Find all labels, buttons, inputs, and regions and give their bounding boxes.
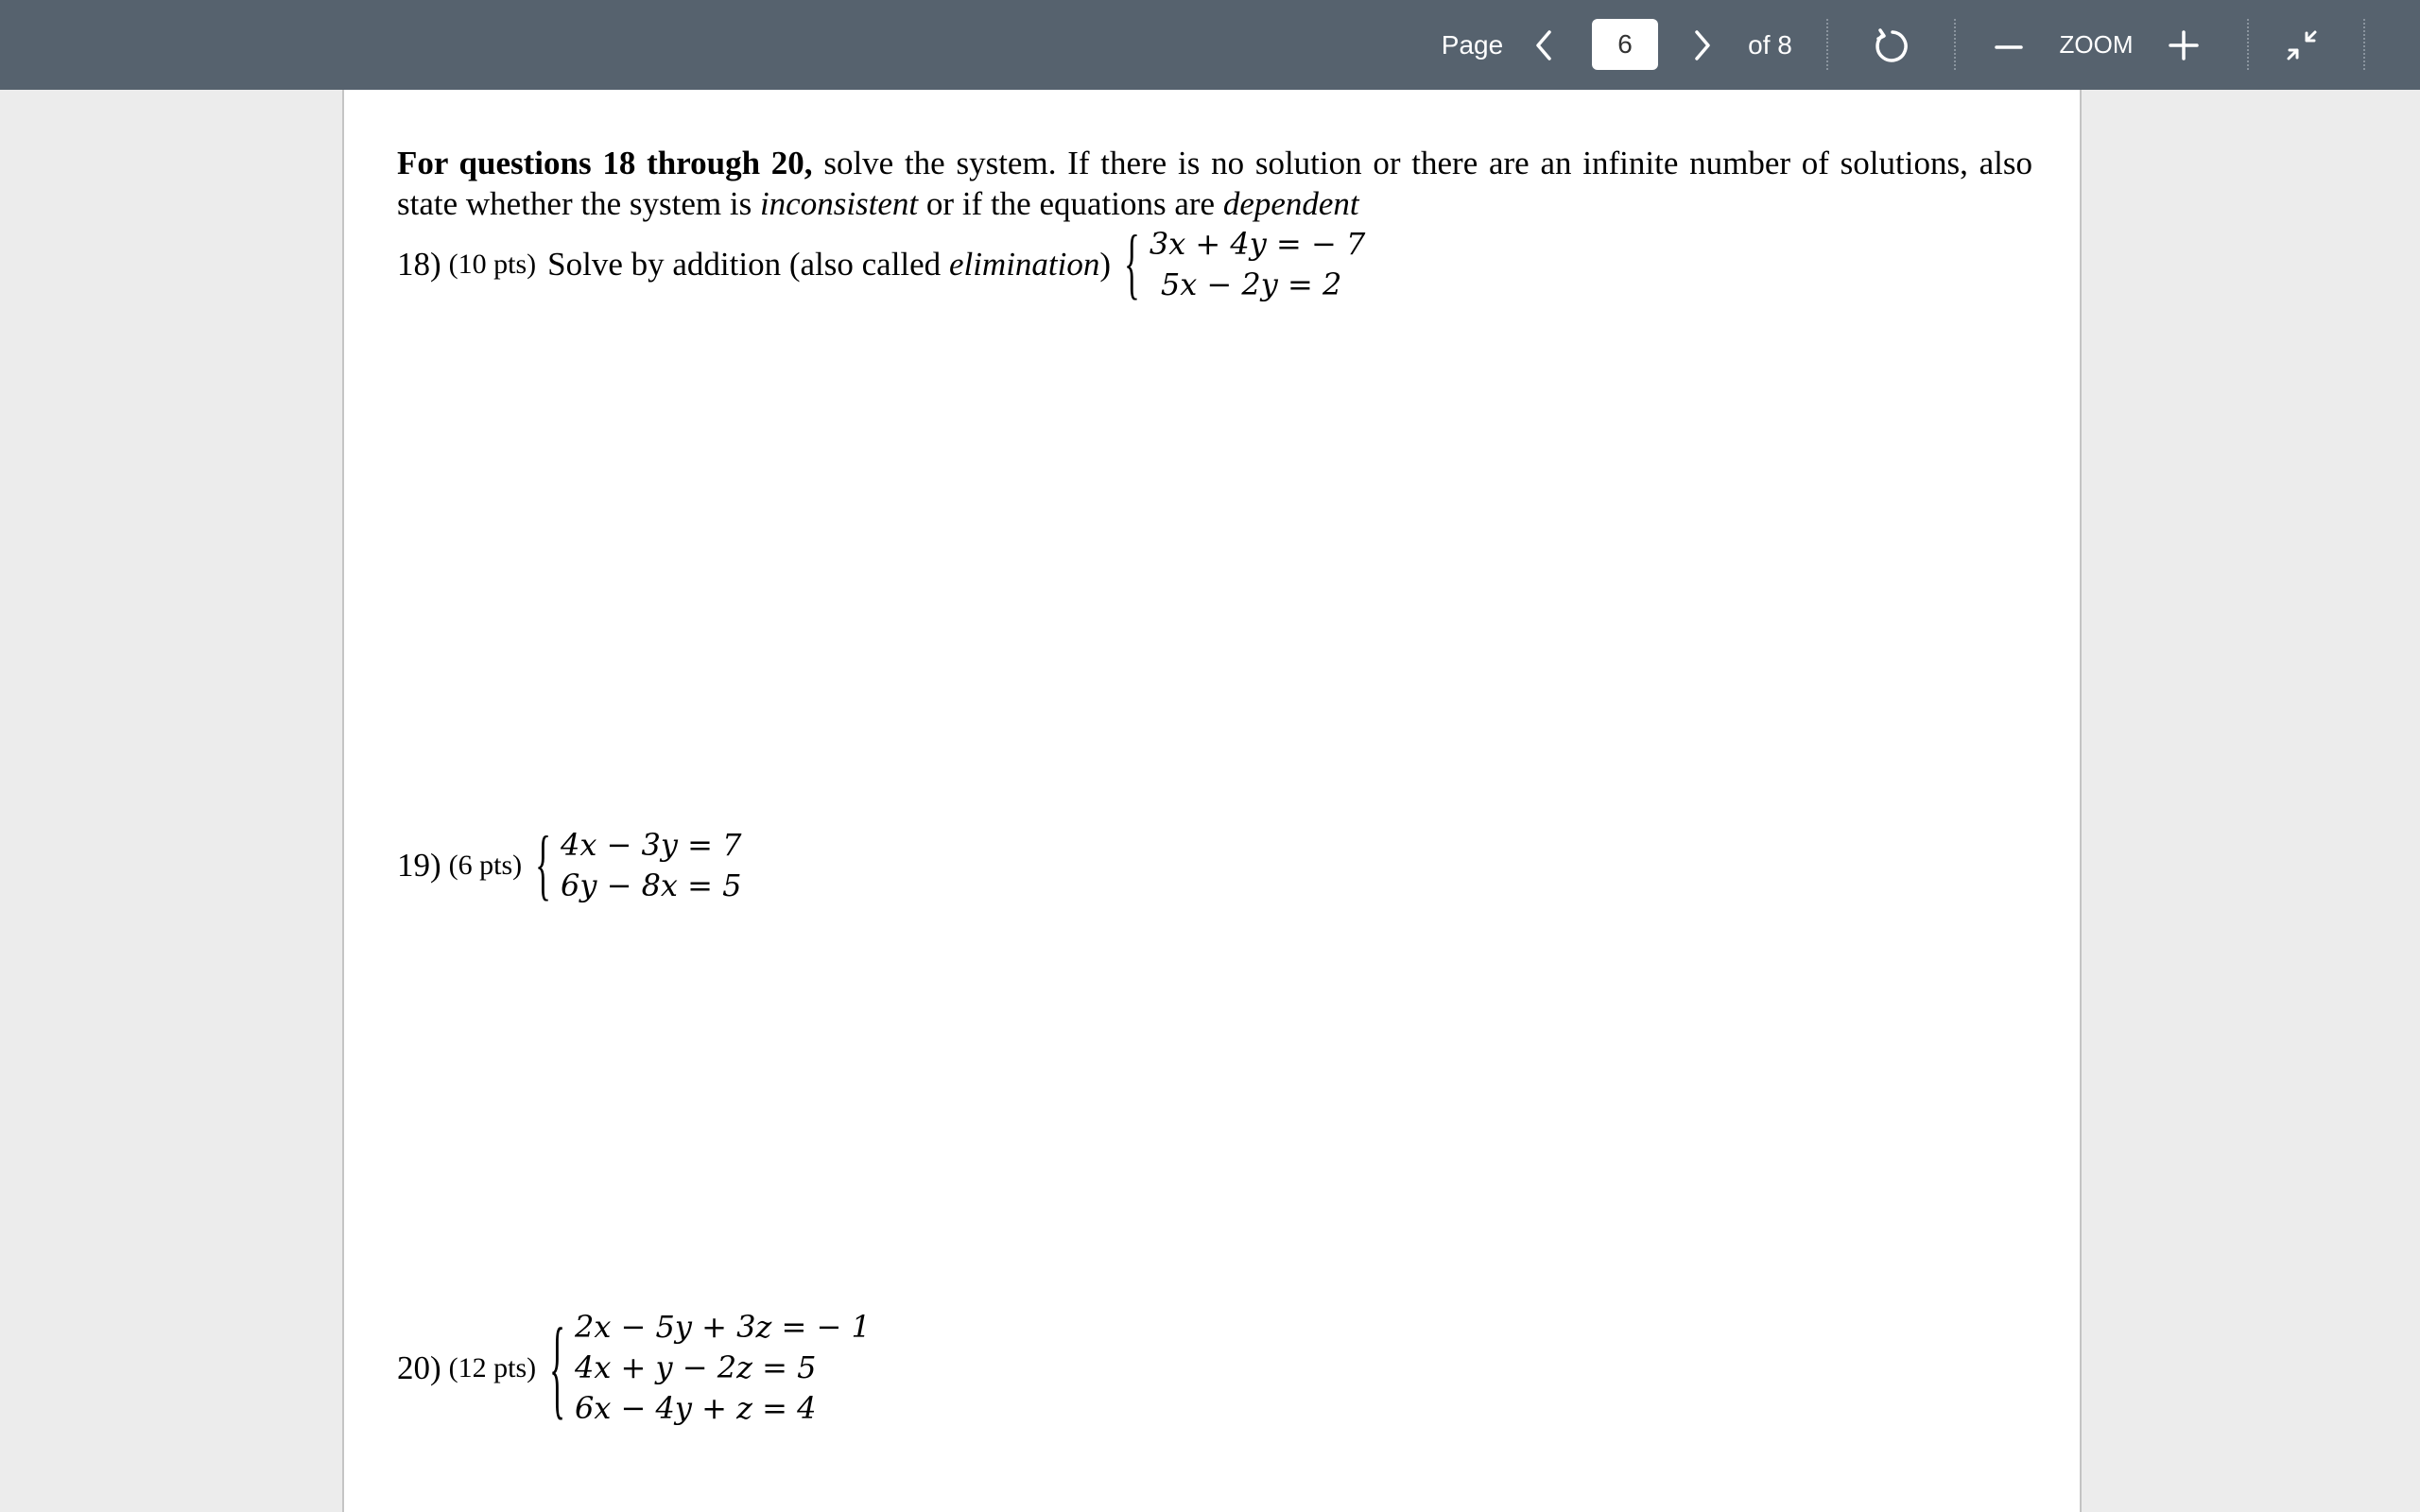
rotate-icon [1872, 26, 1910, 64]
equation-system [1124, 219, 1366, 308]
question-points: (6 pts) [448, 850, 523, 881]
question-20 [397, 1303, 871, 1430]
pdf-toolbar [0, 0, 2420, 90]
toolbar-divider [2363, 19, 2365, 70]
chevron-right-icon [1691, 28, 1714, 62]
question-18 [397, 219, 1366, 308]
equation: 3x + 4y = − 7 [1149, 226, 1366, 262]
collapse-icon [2285, 28, 2319, 62]
toolbar-divider [1826, 19, 1828, 70]
left-brace: { [549, 1303, 565, 1430]
question-number: 20) [397, 1349, 441, 1386]
zoom-label: ZOOM [2059, 30, 2134, 59]
instructions-italic-dependent: dependent [1222, 185, 1359, 222]
minus-icon [1995, 31, 2023, 60]
plus-icon [2169, 30, 2199, 60]
section-instructions [397, 143, 2032, 224]
collapse-view-button[interactable] [2278, 0, 2325, 90]
equation-system [535, 820, 742, 909]
question-number: 19) [397, 847, 441, 884]
equation: 2x − 5y + 3z = − 1 [574, 1309, 871, 1345]
question-text-suffix: ) [1099, 246, 1112, 283]
question-19 [397, 820, 742, 909]
instructions-text: solve the system. If there is no solution or there are an infinite number of solutions, also state whether the system is [397, 145, 2032, 222]
page-label: Page [1441, 29, 1504, 60]
zoom-in-button[interactable] [2160, 0, 2207, 90]
equation: 5x − 2y = 2 [1160, 266, 1342, 302]
question-text-italic: elimination [948, 246, 1100, 283]
page-count-label: of 8 [1748, 29, 1792, 60]
equation-system [549, 1303, 871, 1430]
left-brace: { [535, 820, 551, 909]
left-brace: { [1124, 219, 1140, 308]
instructions-bold: For questions 18 through 20, [397, 145, 813, 181]
reset-view-button[interactable] [1862, 0, 1919, 90]
equation: 4x − 3y = 7 [560, 827, 742, 863]
instructions-text: or if the equations are [918, 185, 1223, 222]
question-number: 18) [397, 246, 441, 283]
equation: 6x − 4y + z = 4 [574, 1390, 817, 1426]
equation: 6y − 8x = 5 [560, 868, 742, 903]
previous-page-button[interactable] [1522, 0, 1565, 90]
question-points: (12 pts) [448, 1351, 537, 1383]
question-text [547, 246, 1111, 284]
equation: 4x + y − 2z = 5 [574, 1349, 817, 1385]
question-points: (10 pts) [448, 249, 537, 280]
instructions-italic-inconsistent: inconsistent [759, 185, 919, 222]
chevron-left-icon [1532, 28, 1555, 62]
question-text-prefix: Solve by addition (also called [547, 246, 949, 283]
toolbar-divider [2247, 19, 2249, 70]
toolbar-divider [1954, 19, 1956, 70]
zoom-out-button[interactable] [1985, 0, 2032, 90]
document-page [342, 90, 2082, 1512]
next-page-button[interactable] [1681, 0, 1724, 90]
page-number-input[interactable] [1592, 19, 1658, 70]
page-content [397, 143, 2032, 1430]
